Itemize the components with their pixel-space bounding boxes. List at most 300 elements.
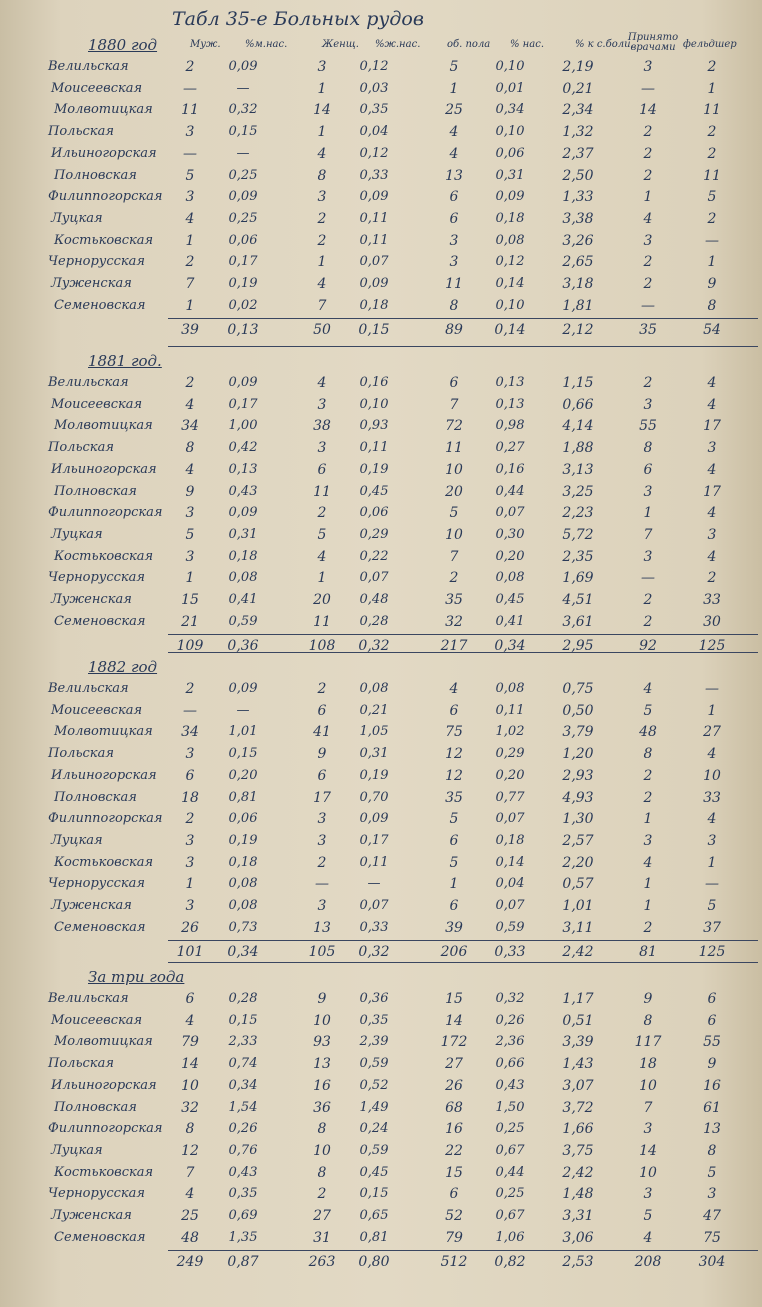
cell-value: 3,11 <box>562 919 594 936</box>
cell-value: 1,05 <box>359 724 389 740</box>
district-name: Молвотицкая <box>54 418 153 434</box>
cell-value: 0,69 <box>228 1208 258 1223</box>
column-header: %ж.нас. <box>375 39 421 50</box>
cell-value: 0,09 <box>228 189 258 205</box>
cell-value: 1 <box>185 297 195 314</box>
cell-value: 0,25 <box>495 1186 525 1202</box>
cell-value: 0,41 <box>228 592 258 607</box>
cell-value: 3 <box>317 396 327 413</box>
cell-value: 1 <box>643 505 653 522</box>
cell-value: 4 <box>185 396 195 413</box>
cell-value: 2 <box>643 592 653 608</box>
cell-value: 3 <box>643 832 653 849</box>
cell-value: 0,29 <box>495 746 525 762</box>
cell-value: 0,77 <box>495 789 525 805</box>
district-name: Ильиногорская <box>51 1077 157 1093</box>
cell-value: 1 <box>317 570 327 587</box>
cell-value: 2 <box>185 254 195 271</box>
total-value: 0,80 <box>358 1254 390 1271</box>
cell-value: 0,70 <box>359 789 389 805</box>
cell-value: 21 <box>181 613 199 630</box>
cell-value: 2 <box>643 613 653 630</box>
cell-value: 2 <box>317 505 327 522</box>
cell-value: 0,20 <box>228 767 258 783</box>
cell-value: 2 <box>643 124 653 141</box>
cell-value: 3 <box>643 232 653 249</box>
cell-value: 2,50 <box>562 167 594 184</box>
cell-value: 26 <box>445 1077 463 1094</box>
cell-value: 0,35 <box>359 102 389 118</box>
cell-value: 1 <box>643 898 653 914</box>
total-value: 92 <box>639 638 657 655</box>
total-rule <box>168 634 758 635</box>
section-title: 1882 год <box>88 658 158 676</box>
cell-value: 4 <box>707 461 717 478</box>
cell-value: 1,30 <box>562 811 594 828</box>
cell-value: 0,08 <box>495 570 525 586</box>
cell-value: 0,30 <box>495 526 525 542</box>
cell-value: 11 <box>313 483 331 500</box>
cell-value: 0,13 <box>495 375 525 390</box>
district-name: Семеновская <box>54 1229 146 1245</box>
cell-value: 12 <box>445 767 463 784</box>
cell-value: 3 <box>317 440 327 457</box>
cell-value: 0,22 <box>359 548 389 564</box>
cell-value: 3 <box>185 548 195 565</box>
cell-value: 2 <box>317 854 327 871</box>
cell-value: 3,06 <box>562 1229 594 1246</box>
cell-value: 34 <box>181 724 199 741</box>
cell-value: 2 <box>317 232 327 249</box>
cell-value: 0,50 <box>562 702 594 719</box>
cell-value: 0,04 <box>495 876 525 892</box>
total-value: 105 <box>308 944 336 961</box>
cell-value: 15 <box>445 1164 463 1181</box>
district-name: Костьковская <box>54 548 154 564</box>
cell-value: 0,67 <box>495 1142 525 1158</box>
cell-value: 0,06 <box>228 232 258 248</box>
cell-value: — <box>183 80 197 97</box>
cell-value: 13 <box>313 919 331 936</box>
cell-value: 0,17 <box>228 396 258 412</box>
district-name: Костьковская <box>54 232 154 248</box>
cell-value: 1 <box>707 254 717 271</box>
cell-value: 10 <box>703 767 721 784</box>
cell-value: 14 <box>181 1056 199 1073</box>
column-header: Принято врачами <box>627 32 679 53</box>
cell-value: 3,72 <box>562 1099 594 1116</box>
cell-value: 7 <box>185 1164 195 1181</box>
cell-value: 0,11 <box>359 232 389 248</box>
cell-value: 8 <box>643 746 653 763</box>
cell-value: 3,25 <box>562 483 594 500</box>
total-value: 0,13 <box>227 322 259 339</box>
total-value: 54 <box>703 322 721 339</box>
cell-value: 0,16 <box>495 461 525 477</box>
cell-value: 0,98 <box>495 418 525 434</box>
cell-value: 41 <box>313 724 331 741</box>
cell-value: 2,39 <box>359 1034 389 1050</box>
total-value: 304 <box>698 1254 726 1271</box>
cell-value: 1 <box>185 570 195 587</box>
cell-value: 0,07 <box>359 254 389 270</box>
cell-value: 13 <box>703 1121 721 1138</box>
cell-value: 1 <box>317 254 327 271</box>
cell-value: 25 <box>181 1208 199 1224</box>
cell-value: 0,59 <box>495 919 525 935</box>
section-rule <box>168 962 758 963</box>
cell-value: 2 <box>185 811 195 828</box>
cell-value: 2,93 <box>562 767 594 784</box>
district-name: Костьковская <box>54 854 154 870</box>
cell-value: 1 <box>317 80 327 97</box>
cell-value: 0,41 <box>495 613 525 629</box>
cell-value: 0,02 <box>228 297 258 313</box>
cell-value: 0,26 <box>495 1012 525 1028</box>
cell-value: 0,28 <box>359 613 389 629</box>
cell-value: 1,88 <box>562 440 594 457</box>
cell-value: 0,12 <box>495 254 525 270</box>
cell-value: 1 <box>707 702 717 719</box>
cell-value: 2,35 <box>562 548 594 565</box>
cell-value: 4 <box>185 1012 195 1029</box>
total-rule <box>168 1250 758 1251</box>
cell-value: 0,09 <box>228 375 258 390</box>
cell-value: 8 <box>643 1012 653 1029</box>
cell-value: 0,06 <box>359 505 389 521</box>
district-name: Филиппогорская <box>48 1121 163 1137</box>
cell-value: 0,10 <box>495 124 525 140</box>
cell-value: 0,03 <box>359 80 389 96</box>
cell-value: 2 <box>707 59 717 75</box>
cell-value: 35 <box>445 592 463 608</box>
cell-value: 3 <box>317 898 327 914</box>
total-value: 0,15 <box>358 322 390 339</box>
district-name: Моисеевская <box>51 80 143 96</box>
cell-value: 0,13 <box>495 396 525 412</box>
cell-value: 0,25 <box>228 210 258 226</box>
total-value: 109 <box>176 638 204 655</box>
cell-value: 0,07 <box>495 898 525 913</box>
cell-value: 0,26 <box>228 1121 258 1137</box>
cell-value: — <box>641 297 655 314</box>
cell-value: 2 <box>643 145 653 162</box>
cell-value: 0,33 <box>359 167 389 183</box>
total-value: 2,42 <box>562 944 594 961</box>
section-rule <box>168 652 758 653</box>
district-name: Чернорусская <box>48 1186 145 1202</box>
cell-value: 0,09 <box>228 681 258 696</box>
cell-value: 68 <box>445 1099 463 1116</box>
cell-value: 1 <box>643 876 653 893</box>
cell-value: 0,15 <box>359 1186 389 1202</box>
district-name: Молвотицкая <box>54 102 153 118</box>
total-value: 0,87 <box>227 1254 259 1271</box>
cell-value: 0,06 <box>228 811 258 827</box>
district-name: Чернорусская <box>48 876 145 892</box>
cell-value: 0,11 <box>359 440 389 456</box>
cell-value: 30 <box>703 613 721 630</box>
cell-value: 3,61 <box>562 613 594 630</box>
cell-value: 0,31 <box>228 526 258 542</box>
cell-value: 6 <box>185 767 195 784</box>
cell-value: 0,12 <box>359 145 389 161</box>
cell-value: 3 <box>449 254 459 271</box>
cell-value: 3 <box>317 59 327 75</box>
cell-value: 13 <box>313 1056 331 1073</box>
cell-value: 0,45 <box>495 592 525 607</box>
cell-value: 0,66 <box>562 396 594 413</box>
cell-value: 0,24 <box>359 1121 389 1137</box>
cell-value: 20 <box>445 483 463 500</box>
cell-value: 79 <box>181 1034 199 1051</box>
cell-value: 0,18 <box>228 854 258 870</box>
district-name: Луцкая <box>51 210 103 226</box>
cell-value: 0,25 <box>495 1121 525 1137</box>
column-header: Женщ. <box>322 39 359 50</box>
cell-value: 7 <box>449 548 459 565</box>
cell-value: 0,01 <box>495 80 525 96</box>
total-value: 208 <box>634 1254 662 1271</box>
cell-value: 3 <box>707 526 717 543</box>
cell-value: 3,07 <box>562 1077 594 1094</box>
total-value: 101 <box>176 944 204 961</box>
district-name: Полновская <box>54 1099 137 1115</box>
cell-value: 6 <box>317 461 327 478</box>
total-value: 249 <box>176 1254 204 1271</box>
cell-value: 0,11 <box>495 702 525 718</box>
cell-value: 5 <box>449 505 459 522</box>
cell-value: — <box>705 681 719 697</box>
cell-value: 0,65 <box>359 1208 389 1223</box>
cell-value: 1 <box>185 232 195 249</box>
cell-value: 0,35 <box>359 1012 389 1028</box>
cell-value: 0,75 <box>562 681 594 697</box>
cell-value: 14 <box>639 1142 657 1159</box>
cell-value: 2 <box>643 254 653 271</box>
cell-value: 15 <box>181 592 199 608</box>
cell-value: 0,19 <box>228 276 258 291</box>
district-name: Луцкая <box>51 526 103 542</box>
cell-value: 0,44 <box>495 483 525 499</box>
cell-value: 1,00 <box>228 418 258 434</box>
total-value: 35 <box>639 322 657 339</box>
cell-value: 0,43 <box>228 483 258 499</box>
cell-value: 0,12 <box>359 59 389 74</box>
cell-value: 0,42 <box>228 440 258 456</box>
district-name: Польская <box>48 440 114 456</box>
cell-value: 0,14 <box>495 854 525 870</box>
cell-value: 2,57 <box>562 832 594 849</box>
cell-value: 3 <box>643 483 653 500</box>
cell-value: 0,09 <box>228 505 258 521</box>
district-name: Полновская <box>54 789 137 805</box>
cell-value: 39 <box>445 919 463 936</box>
cell-value: 1,15 <box>562 375 594 391</box>
cell-value: 3 <box>317 811 327 828</box>
district-name: Ильиногорская <box>51 767 157 783</box>
total-value: 89 <box>445 322 463 339</box>
cell-value: 117 <box>634 1034 662 1051</box>
cell-value: 55 <box>639 418 657 435</box>
cell-value: 75 <box>703 1229 721 1246</box>
cell-value: 10 <box>313 1142 331 1159</box>
cell-value: 1,33 <box>562 189 594 206</box>
cell-value: 27 <box>703 724 721 741</box>
district-name: Филиппогорская <box>48 811 163 827</box>
cell-value: 17 <box>703 418 721 435</box>
cell-value: 0,66 <box>495 1056 525 1072</box>
cell-value: 37 <box>703 919 721 936</box>
district-name: Полновская <box>54 483 137 499</box>
district-name: Польская <box>48 746 114 762</box>
cell-value: 2 <box>643 919 653 936</box>
cell-value: 4 <box>185 461 195 478</box>
cell-value: 0,43 <box>228 1164 258 1180</box>
cell-value: 0,09 <box>359 811 389 827</box>
total-value: 263 <box>308 1254 336 1271</box>
cell-value: 0,73 <box>228 919 258 935</box>
cell-value: 1,43 <box>562 1056 594 1073</box>
cell-value: 1,20 <box>562 746 594 763</box>
cell-value: 2 <box>707 210 717 227</box>
cell-value: 7 <box>449 396 459 413</box>
district-name: Филиппогорская <box>48 505 163 521</box>
district-name: Велильская <box>48 375 129 390</box>
cell-value: — <box>367 876 381 892</box>
total-rule <box>168 940 758 941</box>
cell-value: 0,04 <box>359 124 389 140</box>
cell-value: 12 <box>181 1142 199 1159</box>
cell-value: — <box>315 876 329 893</box>
cell-value: 33 <box>703 789 721 806</box>
cell-value: 11 <box>313 613 331 630</box>
district-name: Велильская <box>48 681 129 696</box>
cell-value: 1,02 <box>495 724 525 740</box>
cell-value: 1,35 <box>228 1229 258 1245</box>
cell-value: 17 <box>703 483 721 500</box>
total-value: 0,32 <box>358 944 390 961</box>
cell-value: 5 <box>185 167 195 184</box>
cell-value: 0,67 <box>495 1208 525 1223</box>
cell-value: 0,11 <box>359 854 389 870</box>
cell-value: — <box>236 145 250 161</box>
cell-value: 1 <box>449 80 459 97</box>
district-name: Чернорусская <box>48 570 145 586</box>
cell-value: 1 <box>643 811 653 828</box>
cell-value: 55 <box>703 1034 721 1051</box>
cell-value: 2,20 <box>562 854 594 871</box>
cell-value: 3 <box>317 189 327 206</box>
cell-value: 79 <box>445 1229 463 1246</box>
district-name: Польская <box>48 124 114 140</box>
section-title: 1881 год. <box>88 352 162 370</box>
cell-value: 16 <box>445 1121 463 1138</box>
cell-value: — <box>705 232 719 249</box>
cell-value: 4,14 <box>562 418 594 435</box>
cell-value: 6 <box>317 767 327 784</box>
cell-value: 3 <box>185 854 195 871</box>
cell-value: 1 <box>185 876 195 893</box>
cell-value: 0,45 <box>359 483 389 499</box>
district-name: Луженская <box>51 592 132 607</box>
district-name: Ильиногорская <box>51 145 157 161</box>
cell-value: 0,21 <box>562 80 594 97</box>
cell-value: — <box>641 80 655 97</box>
cell-value: — <box>236 80 250 96</box>
cell-value: 22 <box>445 1142 463 1159</box>
total-value: 39 <box>181 322 199 339</box>
cell-value: 0,27 <box>495 440 525 456</box>
cell-value: 0,74 <box>228 1056 258 1072</box>
cell-value: 11 <box>181 102 199 119</box>
cell-value: — <box>183 702 197 719</box>
cell-value: 75 <box>445 724 463 741</box>
cell-value: 4 <box>707 811 717 828</box>
cell-value: 13 <box>445 167 463 184</box>
cell-value: 2 <box>317 1186 327 1203</box>
cell-value: 0,16 <box>359 375 389 390</box>
cell-value: 5 <box>643 1208 653 1224</box>
total-value: 206 <box>440 944 468 961</box>
cell-value: 0,17 <box>228 254 258 270</box>
district-name: Молвотицкая <box>54 724 153 740</box>
cell-value: 0,15 <box>228 124 258 140</box>
cell-value: 11 <box>703 167 721 184</box>
cell-value: 0,34 <box>495 102 525 118</box>
column-header: фельдшер <box>683 39 737 50</box>
cell-value: 0,09 <box>228 59 258 74</box>
cell-value: 25 <box>445 102 463 119</box>
cell-value: 5 <box>707 1164 717 1181</box>
cell-value: 38 <box>313 418 331 435</box>
cell-value: 4 <box>707 505 717 522</box>
cell-value: 36 <box>313 1099 331 1116</box>
cell-value: 1,01 <box>228 724 258 740</box>
cell-value: 0,13 <box>228 461 258 477</box>
cell-value: 0,33 <box>359 919 389 935</box>
cell-value: 6 <box>707 991 717 1007</box>
cell-value: 4 <box>449 145 459 162</box>
cell-value: 93 <box>313 1034 331 1051</box>
cell-value: 4 <box>185 1186 195 1203</box>
cell-value: 3 <box>449 232 459 249</box>
cell-value: 4 <box>643 854 653 871</box>
cell-value: 0,09 <box>495 189 525 205</box>
cell-value: 0,45 <box>359 1164 389 1180</box>
district-name: Моисеевская <box>51 702 143 718</box>
cell-value: 0,43 <box>495 1077 525 1093</box>
cell-value: 8 <box>317 167 327 184</box>
cell-value: 5 <box>449 811 459 828</box>
cell-value: 8 <box>185 1121 195 1138</box>
section-rule <box>168 346 758 347</box>
cell-value: 2,34 <box>562 102 594 119</box>
cell-value: 0,18 <box>495 832 525 848</box>
cell-value: 3,79 <box>562 724 594 741</box>
cell-value: 0,18 <box>495 210 525 226</box>
total-rule <box>168 318 758 319</box>
cell-value: 0,15 <box>228 746 258 762</box>
cell-value: 6 <box>449 898 459 914</box>
cell-value: 4 <box>317 276 327 292</box>
cell-value: 15 <box>445 991 463 1007</box>
table-title: Табл 35-е Больных рудов <box>172 8 424 30</box>
cell-value: 8 <box>185 440 195 457</box>
cell-value: 0,20 <box>495 548 525 564</box>
cell-value: 0,34 <box>228 1077 258 1093</box>
cell-value: 11 <box>445 440 463 457</box>
